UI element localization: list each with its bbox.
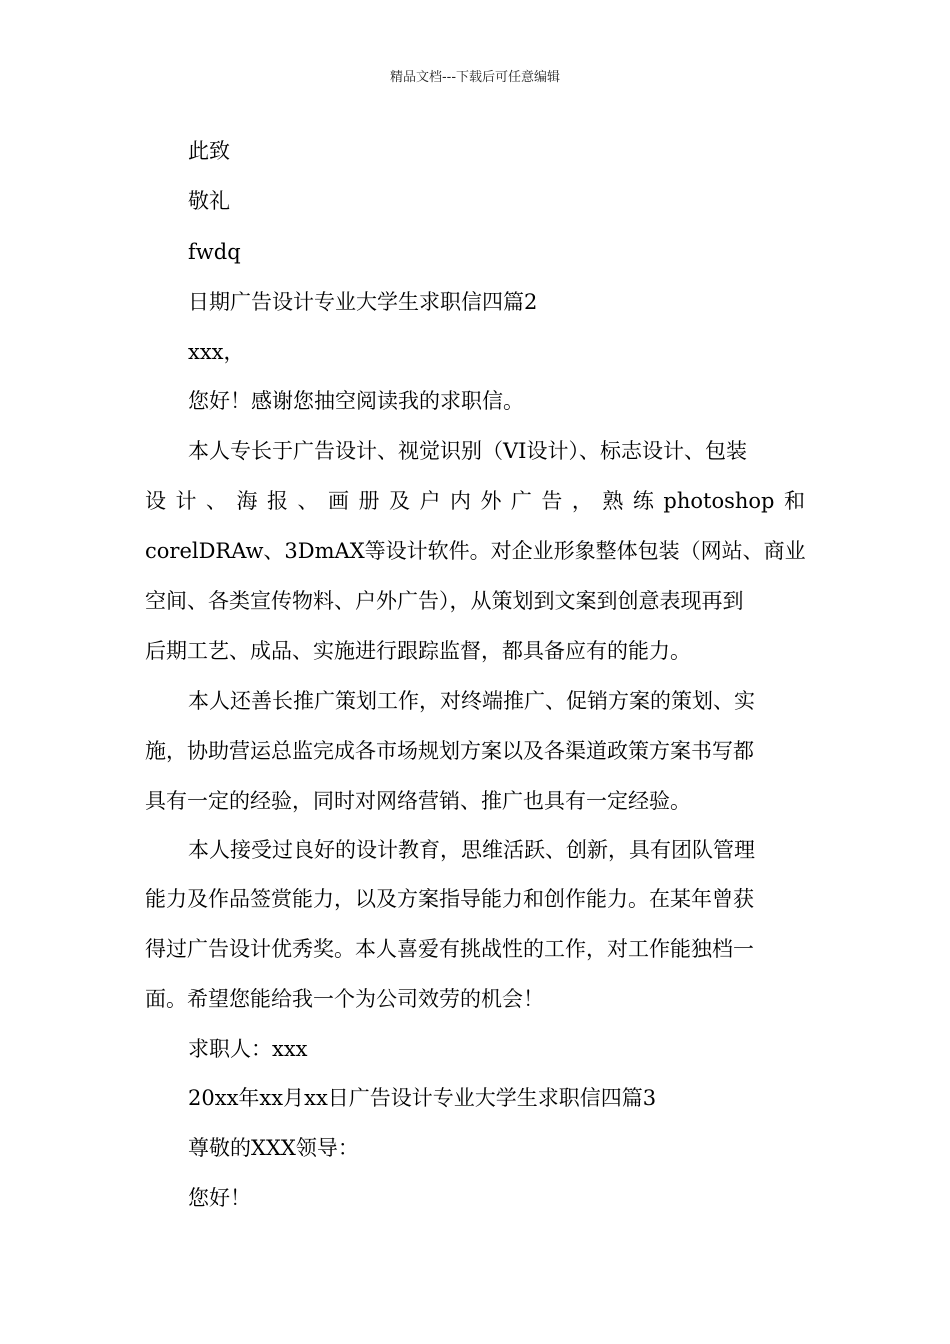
paragraph-line: 施，协助营运总监完成各市场规划方案以及各渠道政策方案书写都 — [145, 739, 754, 763]
date-title-line: 20xx年xx月xx日广告设计专业大学生求职信四篇3 — [188, 1086, 657, 1110]
paragraph-line: 本人还善长推广策划工作，对终端推广、促销方案的策划、实 — [188, 689, 755, 713]
signature-line: fwdq — [188, 240, 241, 264]
paragraph-line: 空间、各类宣传物料、户外广告），从策划到文案到创意表现再到 — [145, 589, 744, 613]
paragraph-line: 本人专长于广告设计、视觉识别（VI设计）、标志设计、包装 — [188, 439, 747, 463]
paragraph-line: 面。希望您能给我一个为公司效劳的机会！ — [145, 987, 544, 1011]
paragraph-line: 得过广告设计优秀奖。本人喜爱有挑战性的工作，对工作能独档一 — [145, 937, 754, 961]
greeting-line: 您好！ — [188, 1186, 251, 1210]
salutation-line: xxx， — [188, 340, 245, 364]
applicant-line: 求职人：xxx — [188, 1037, 308, 1061]
greeting-line: 您好！感谢您抽空阅读我的求职信。 — [188, 389, 524, 413]
section-title: 日期广告设计专业大学生求职信四篇2 — [188, 290, 538, 314]
closing-line: 此致 — [188, 139, 230, 163]
paragraph-line: corelDRAw、3DmAX等设计软件。对企业形象整体包装（网站、商业 — [145, 539, 806, 563]
paragraph-line: 能力及作品签赏能力，以及方案指导能力和创作能力。在某年曾获 — [145, 887, 754, 911]
paragraph-line: 后期工艺、成品、实施进行跟踪监督，都具备应有的能力。 — [145, 639, 691, 663]
paragraph-line: 具有一定的经验，同时对网络营销、推广也具有一定经验。 — [145, 789, 691, 813]
regards-line: 敬礼 — [188, 189, 230, 213]
page-header: 精品文档---下载后可任意编辑 — [389, 70, 561, 85]
paragraph-line: 设计、海报、画册及户内外广告，熟练photoshop和 — [145, 489, 805, 513]
addressee-line: 尊敬的XXX领导： — [188, 1136, 359, 1160]
paragraph-line: 本人接受过良好的设计教育，思维活跃、创新，具有团队管理 — [188, 838, 755, 862]
